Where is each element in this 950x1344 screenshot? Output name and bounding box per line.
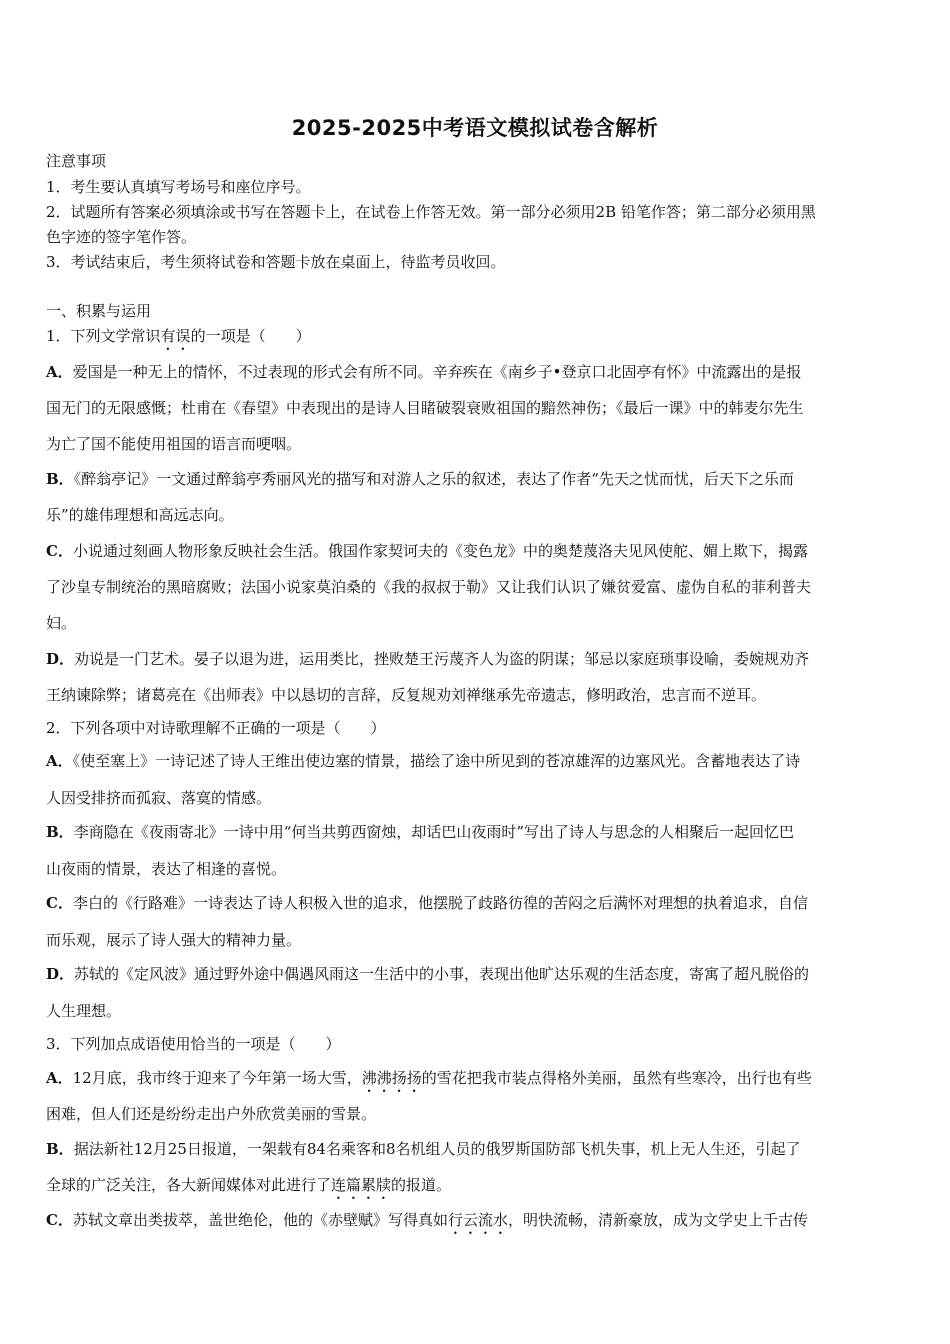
question-3-stem: 3．下列加点成语使用恰当的一项是（ ） <box>46 1035 341 1053</box>
q3-option-c: C．苏轼文章出类拔萃，盖世绝伦，他的《赤壁赋》写得真如行云流水，明快流畅，清新豪放，成为文学史上千古传 <box>46 1211 808 1229</box>
option-label: D． <box>46 965 75 983</box>
q2-option-b: B．李商隐在《夜雨寄北》一诗中用“何当共剪西窗烛，却话巴山夜雨时”写出了诗人与思念的人相聚后一起回忆巴 <box>46 823 795 841</box>
q2-option-c: C．李白的《行路难》一诗表达了诗人积极入世的追求，他摆脱了歧路彷徨的苦闷之后满怀对理想的执着追求，自信 <box>46 894 808 912</box>
emphasis-text: 沸沸扬扬 <box>361 1069 422 1087</box>
emphasis-text: 有误 <box>160 327 191 345</box>
q1-option-a-line: 为亡了国不能使用祖国的语言而哽咽。 <box>46 435 302 453</box>
option-label: B． <box>46 1140 74 1158</box>
q2-option-a: A．《使至塞上》一诗记述了诗人王维出使边塞的情景，描绘了途中所见到的苍凉雄浑的边塞风光。含蓄地表达了诗 <box>46 752 801 770</box>
q3-option-a-line: 困难，但人们还是纷纷走出户外欣赏美丽的雪景。 <box>46 1105 377 1123</box>
q2-option-c-line: 而乐观，展示了诗人强大的精神力量。 <box>46 931 302 949</box>
q3-option-a: A．12月底，我市终于迎来了今年第一场大雪，沸沸扬扬的雪花把我市装点得格外美丽，虽然有些寒冷，出行也有些 <box>46 1069 812 1087</box>
notice-item: 1．考生要认真填写考场号和座位序号。 <box>46 178 311 196</box>
q1-option-d-line: 王纳谏除弊；诸葛亮在《出师表》中以恳切的言辞，反复规劝刘禅继承先帝遗志，修明政治，忠言而不逆耳。 <box>46 686 767 704</box>
emphasis-text: 连篇累牍 <box>331 1176 392 1194</box>
q3-option-b-line: 全球的广泛关注，各大新闻媒体对此进行了连篇累牍的报道。 <box>46 1176 452 1194</box>
option-label: C． <box>46 1211 73 1229</box>
q1-option-c: C．小说通过刻画人物形象反映社会生活。俄国作家契诃夫的《变色龙》中的奥楚蔑洛夫见风使舵、媚上欺下，揭露 <box>46 542 808 560</box>
q2-option-d-line: 人生理想。 <box>46 1002 122 1020</box>
option-label: A． <box>46 752 73 770</box>
question-2-stem: 2．下列各项中对诗歌理解不正确的一项是（ ） <box>46 719 386 737</box>
option-label: B． <box>46 823 74 841</box>
q1-option-b: B．《醉翁亭记》一文通过醉翁亭秀丽风光的描写和对游人之乐的叙述，表达了作者“先天之忧而忧，后天下之乐而 <box>46 470 794 488</box>
q1-option-a-line: 国无门的无限感慨；杜甫在《春望》中表现出的是诗人目睹破裂衰败祖国的黯然神伤；《最后一课》中的韩麦尔先生 <box>46 399 804 417</box>
q2-option-d: D．苏轼的《定风波》通过野外途中偶遇风雨这一生活中的小事，表现出他旷达乐观的生活态度，寄寓了超凡脱俗的 <box>46 965 810 983</box>
section-heading: 一、积累与运用 <box>46 302 152 320</box>
notice-item: 2．试题所有答案必须填涂或书写在答题卡上，在试卷上作答无效。第一部分必须用2B 铅笔作答；第二部分必须用黑 <box>46 203 816 221</box>
notice-item: 3．考试结束后，考生须将试卷和答题卡放在桌面上，待监考员收回。 <box>46 253 506 271</box>
q1-option-b-line: 乐”的雄伟理想和高远志向。 <box>46 506 234 524</box>
q1-option-d: D．劝说是一门艺术。晏子以退为进，运用类比，挫败楚王污蔑齐人为盗的阴谋；邹忌以家庭琐事设喻，委婉规劝齐 <box>46 650 810 668</box>
q3-option-b: B．据法新社12月25日报道，一架载有84名乘客和8名机组人员的俄罗斯国防部飞机失事，机上无人生还，引起了 <box>46 1140 801 1158</box>
q1-option-c-line: 妇。 <box>46 614 77 632</box>
option-label: A． <box>46 363 73 381</box>
option-label: C． <box>46 894 73 912</box>
question-1-stem: 1．下列文学常识有误的一项是（ ） <box>46 327 311 345</box>
page-title: 2025-2025中考语文模拟试卷含解析 <box>291 116 659 140</box>
option-label: A． <box>46 1069 73 1087</box>
q2-option-b-line: 山夜雨的情景，表达了相逢的喜悦。 <box>46 860 287 878</box>
notice-item: 色字迹的签字笔作答。 <box>46 228 197 246</box>
q1-option-a: A．爱国是一种无上的情怀，不过表现的形式会有所不同。辛弃疾在《南乡子•登京口北固亭有怀》中流露出的是报 <box>46 363 802 381</box>
option-label: D． <box>46 650 75 668</box>
q2-option-a-line: 人因受排挤而孤寂、落寞的情感。 <box>46 789 272 807</box>
option-label: B． <box>46 470 74 488</box>
option-label: C． <box>46 542 73 560</box>
q1-option-c-line: 了沙皇专制统治的黑暗腐败；法国小说家莫泊桑的《我的叔叔于勒》又让我们认识了嫌贫爱富、虚伪自私的菲利普夫 <box>46 578 812 596</box>
emphasis-text: 行云流水 <box>447 1211 508 1229</box>
notice-heading: 注意事项 <box>46 152 107 170</box>
